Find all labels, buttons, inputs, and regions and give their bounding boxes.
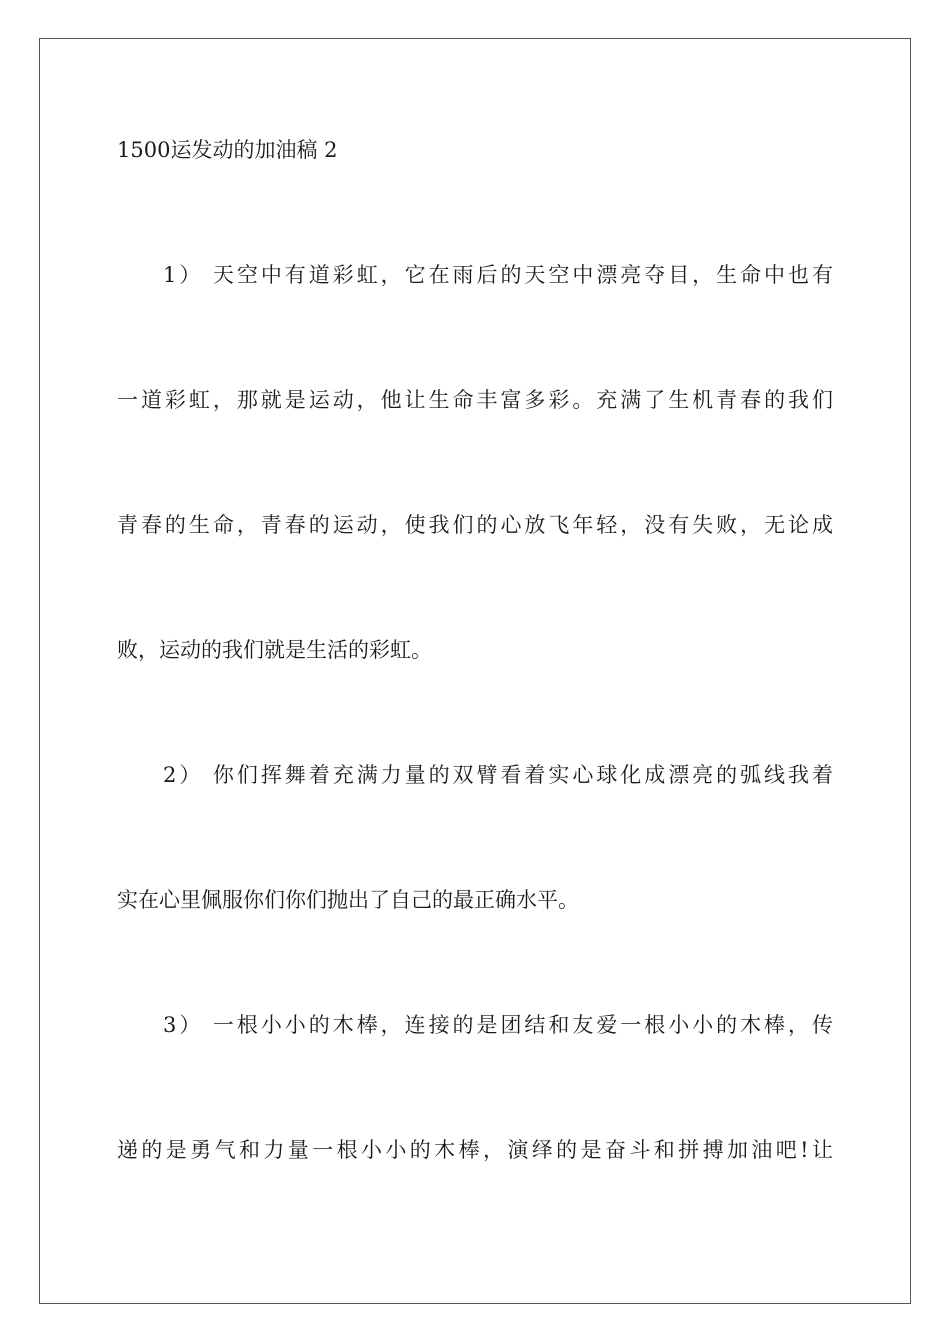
paragraph-3-line-1: 3） 一根小小的木棒，连接的是团结和友爱一根小小的木棒，传 xyxy=(163,1013,833,1037)
paragraph-2-line-2: 实在心里佩服你们你们抛出了自己的最正确水平。 xyxy=(117,888,579,912)
paragraph-1-line-4: 败，运动的我们就是生活的彩虹。 xyxy=(117,638,432,662)
paragraph-2-line-1: 2） 你们挥舞着充满力量的双臂看着实心球化成漂亮的弧线我着 xyxy=(163,763,833,787)
paragraph-1-line-3: 青春的生命，青春的运动，使我们的心放飞年轻，没有失败，无论成 xyxy=(117,513,833,537)
paragraph-3-line-2: 递的是勇气和力量一根小小的木棒，演绎的是奋斗和拼搏加油吧!让 xyxy=(117,1138,833,1162)
paragraph-1-line-1: 1） 天空中有道彩虹，它在雨后的天空中漂亮夺目，生命中也有 xyxy=(163,263,833,287)
page-frame xyxy=(39,38,911,1304)
paragraph-1-line-2: 一道彩虹，那就是运动，他让生命丰富多彩。充满了生机青春的我们 xyxy=(117,388,833,412)
document-title: 1500运发动的加油稿 2 xyxy=(117,138,338,162)
